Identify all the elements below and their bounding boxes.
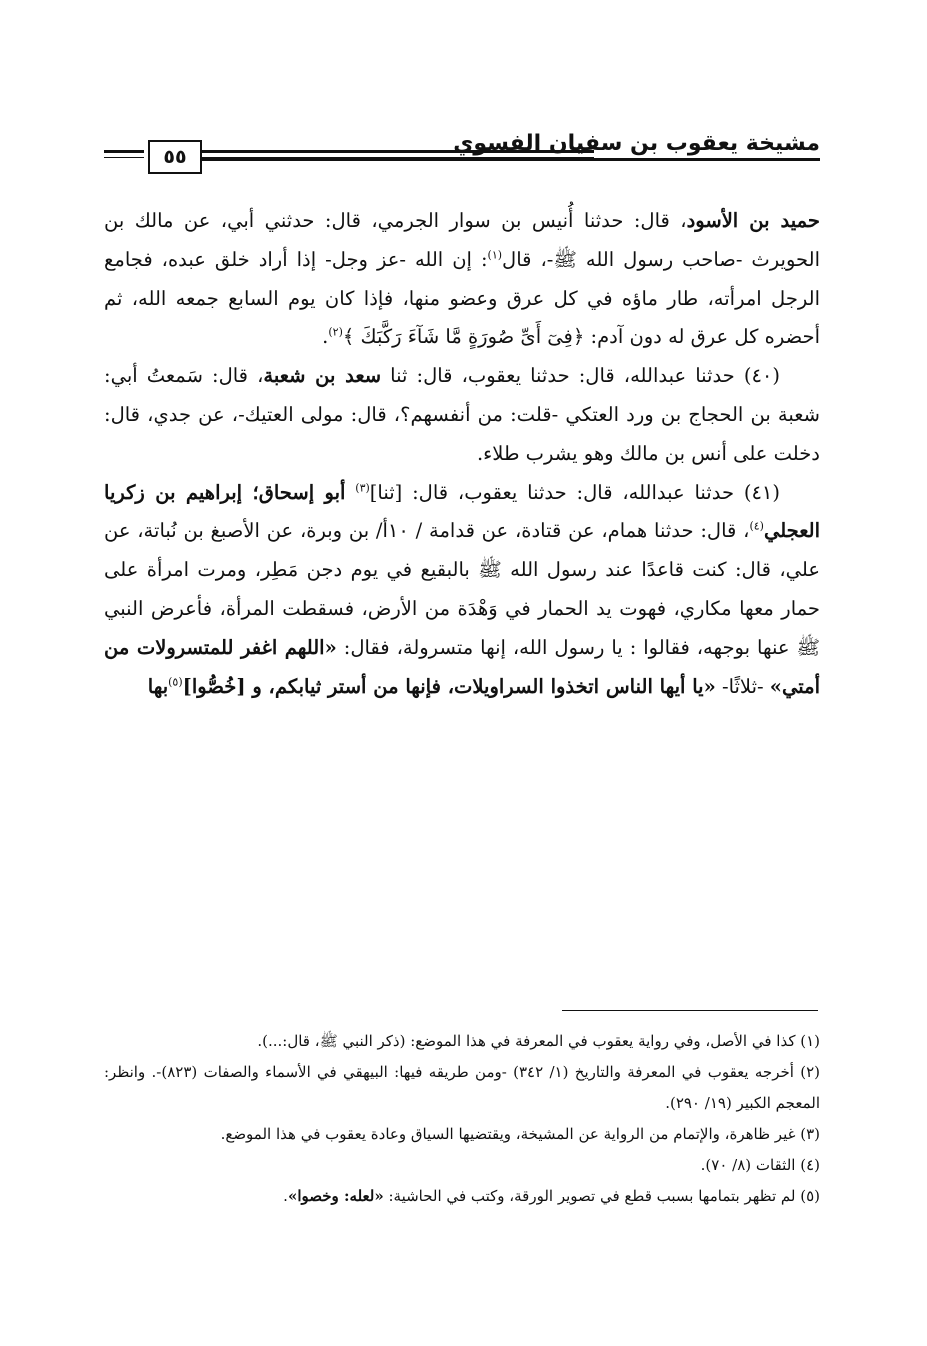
- footnote-5: [104, 1181, 820, 1212]
- text-span: .: [322, 325, 329, 349]
- text-span: -ثلاثًا-: [715, 674, 770, 698]
- text-span: .: [283, 1187, 288, 1205]
- page-number: ٥٥: [148, 140, 202, 174]
- paragraph-41: [104, 474, 820, 707]
- footnote-4: (٤) الثقات (٨/ ٧٠).: [700, 1156, 820, 1174]
- page-number-dash: [104, 150, 144, 158]
- paragraph-1: [104, 202, 820, 357]
- footnotes: [104, 1026, 820, 1212]
- footnote-ref-1: (١): [487, 248, 503, 262]
- margin-note: «لعله: وخصوا»: [287, 1187, 384, 1205]
- paragraph-40: [104, 357, 820, 473]
- footnote-separator: [562, 1010, 818, 1011]
- hadith-quote: «يا أيها الناس اتخذوا السراويلات، فإنها من أستر ثيابكم، و [خُصُّوا]: [182, 674, 716, 698]
- footnote-2: (٢) أخرجه يعقوب في المعرفة والتاريخ (١/ ٣٤٢) -ومن طريقه فيها: البيهقي في الأسماء والصفات (٨٢٣)-. وانظر: المعجم الكبير (١٩/ ٢٩٠).: [104, 1063, 820, 1112]
- narrator-name: أبو إسحاق؛ إبراهيم بن زكريا العجلي: [104, 480, 821, 543]
- text-span: (٥) لم تظهر بتمامها بسبب قطع في تصوير الورقة، وكتب في الحاشية:: [383, 1187, 820, 1205]
- narrator-name: سعد بن شعبة: [263, 364, 382, 388]
- hadith-quote: «اللهم اغفر للمتسرولات من أمتي»: [104, 635, 820, 698]
- text-span: [345, 481, 355, 504]
- text-span: ، قال: حدثنا همام، عن قتادة، عن قدامة / ١٠أ/ بن وبرة، عن الأصبغ بن نُباتة، عن علي، قال: كنت قاعدًا عند رسول الله ﷺ بالبقيع في يوم دجن مَطِر، ومرت امرأة على حمار معها مكاري، فهوت يد الحمار في وَهْدَة من الأرض، فسقطت المرأة، فأعرض النبي ﷺ عنها بوجهه، فقالوا : يا رسول الله، إنها متسرولة، فقال:: [104, 519, 820, 659]
- book-title: مشيخة يعقوب بن سفيان الفسوي: [453, 131, 820, 156]
- footnote-ref-4: (٤): [749, 519, 764, 533]
- text-span: (٤١) حدثنا عبدالله، قال: حدثنا يعقوب، قال: [ثنا]: [369, 480, 781, 504]
- hadith-quote: بها: [147, 674, 169, 698]
- narrator-name: حميد بن الأسود: [686, 209, 820, 232]
- text-span: : إن الله -عز وجل- إذا أراد خلق عبده، فجامع الرجل امرأته، طار ماؤه في كل عرق وعضو منها، فإذا كان يوم السابع جمعه الله، ثم أحضره كل عرق له دون آدم: ﴿فِىٓ أَىِّ صُورَةٍ مَّا شَآءَ رَكَّبَكَ ﴾: [104, 247, 820, 349]
- text-span: ، قال: حدثنا أُنيس بن سوار الجرمي، قال: حدثني أبي، عن مالك بن الحويرث -صاحب رسول الله ﷺ-، قال: [104, 209, 820, 271]
- footnote-3: (٣) غير ظاهرة، والإتمام من الرواية عن المشيخة، ويقتضيها السياق وعادة يعقوب في هذا الموضع.: [220, 1125, 820, 1143]
- text-span: (٤٠) حدثنا عبدالله، قال: حدثنا يعقوب، قال: ثنا: [381, 364, 780, 388]
- footnote-1: (١) كذا في الأصل، وفي رواية يعقوب في المعرفة في هذا الموضع: (ذكر النبي ﷺ، قال:...).: [257, 1032, 820, 1050]
- header-rule: [200, 150, 594, 158]
- page-header: [104, 128, 820, 176]
- footnote-ref-3: (٣): [355, 481, 370, 495]
- text-span: ، قال: سَمعتُ أبي: شعبة بن الحجاج بن ورد العتكي -قلت: من أنفسهم؟، قال: مولى العتيك-، عن جدي، قال: دخلت على أنس بن مالك وهو يشرب طلاء.: [104, 364, 820, 465]
- footnote-ref-5: (٥): [168, 675, 183, 689]
- footnote-ref-2: (٢): [328, 325, 343, 339]
- main-text: [104, 202, 820, 706]
- header-rule-lower: [200, 158, 820, 161]
